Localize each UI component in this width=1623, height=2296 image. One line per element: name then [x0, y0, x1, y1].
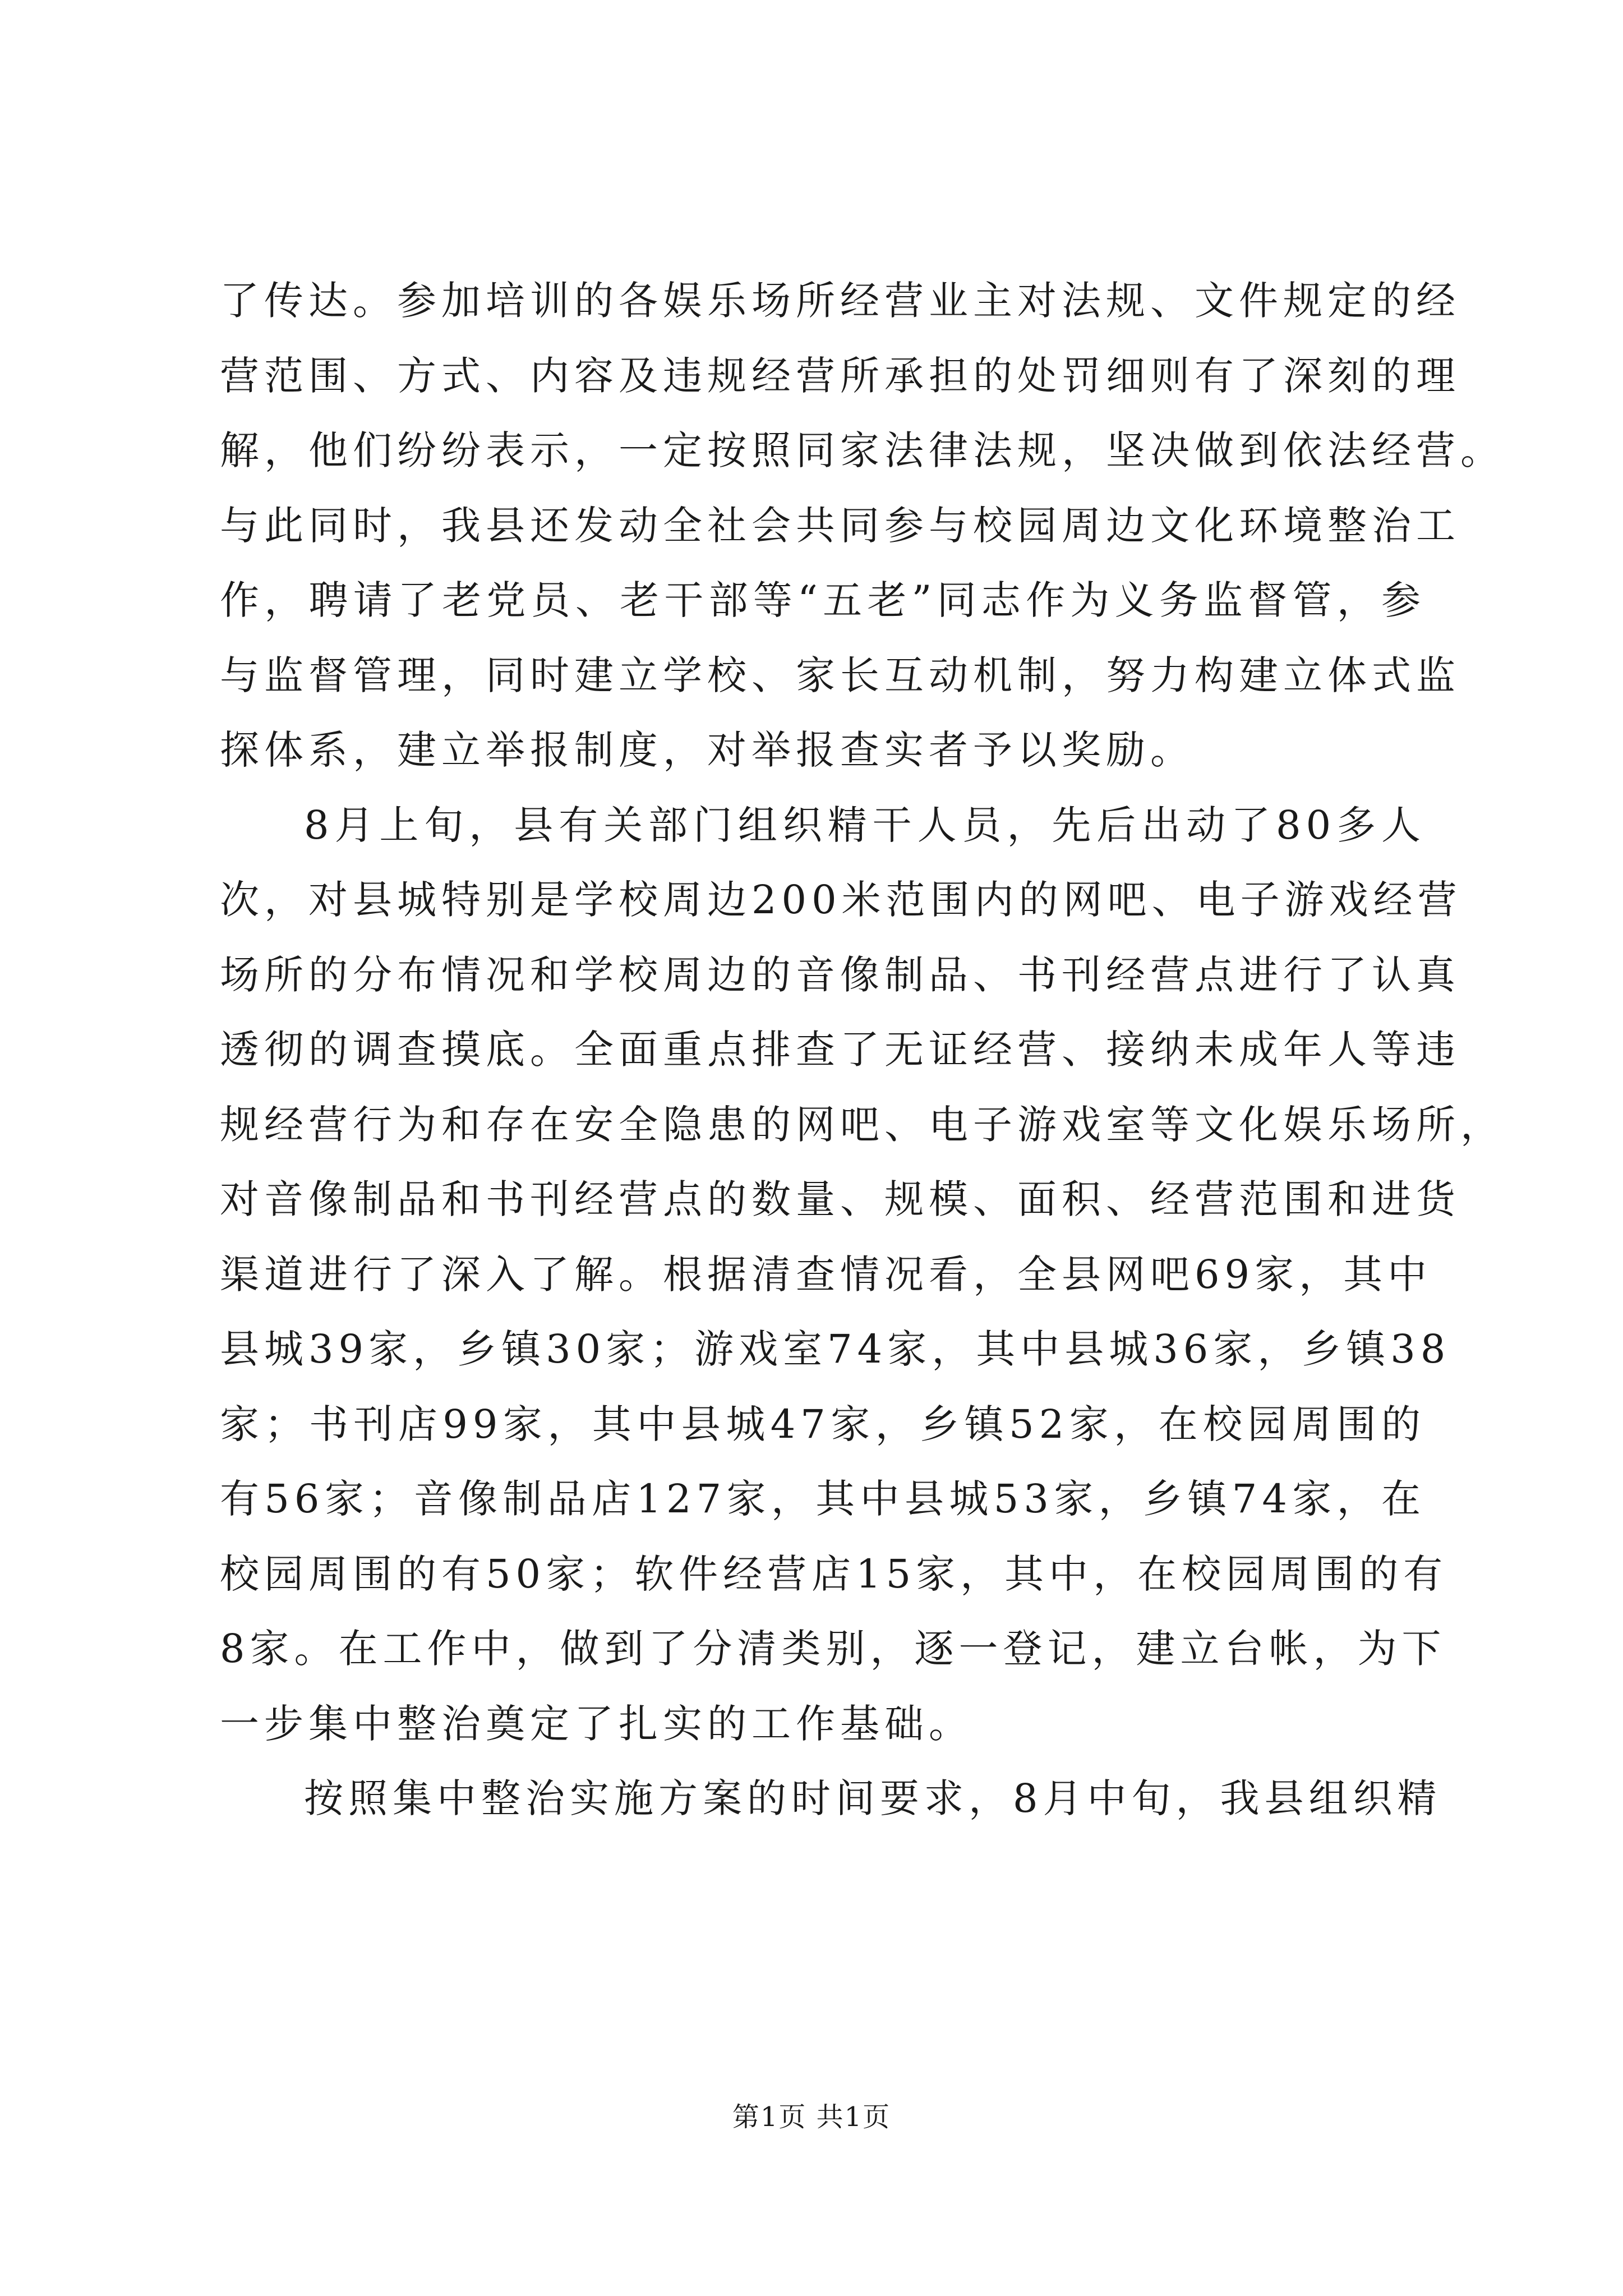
- page-footer: [0, 2095, 1623, 2134]
- text-line: 渠道进行了深入了解。根据清查情况看，全县网吧69家，其中: [220, 1251, 1432, 1297]
- text-line: 按照集中整治实施方案的时间要求，8月中旬，我县组织精: [304, 1775, 1442, 1821]
- text-line: 对音像制品和书刊经营点的数量、规模、面积、经营范围和进货: [220, 1176, 1460, 1222]
- text-line: 规经营行为和存在安全隐患的网吧、电子游戏室等文化娱乐场所，: [220, 1101, 1505, 1148]
- text-line: 次，对县城特别是学校周边200米范围内的网吧、电子游戏经营: [220, 877, 1462, 923]
- body-text: [220, 264, 1505, 1837]
- paragraph-2: [220, 788, 1505, 1762]
- text-line: 解，他们纷纷表示，一定按照同家法律法规，坚决做到依法经营。: [220, 427, 1505, 473]
- text-line: 与监督管理，同时建立学校、家长互动机制，努力构建立体式监: [220, 652, 1460, 698]
- text-line: 县城39家，乡镇30家；游戏室74家，其中县城36家，乡镇38: [220, 1326, 1451, 1372]
- text-line: 与此同时，我县还发动全社会共同参与校园周边文化环境整治工: [220, 502, 1460, 549]
- text-line: 8月上旬，县有关部门组织精干人员，先后出动了80多人: [304, 802, 1426, 848]
- text-line: 场所的分布情况和学校周边的音像制品、书刊经营点进行了认真: [220, 951, 1460, 998]
- text-line: 有56家；音像制品店127家，其中县城53家，乡镇74家，在: [220, 1476, 1426, 1522]
- paragraph-3: [220, 1761, 1442, 1837]
- text-line: 营范围、方式、内容及违规经营所承担的处罚细则有了深刻的理: [220, 352, 1460, 399]
- text-line: 作，聘请了老党员、老干部等“五老”同志作为义务监督管，参: [220, 577, 1426, 623]
- text-line: 一步集中整治奠定了扎实的工作基础。: [220, 1700, 973, 1747]
- text-line: 了传达。参加培训的各娱乐场所经营业主对法规、文件规定的经: [220, 278, 1460, 324]
- paragraph-1: [220, 264, 1505, 788]
- text-line: 校园周围的有50家；软件经营店15家，其中，在校园周围的有: [220, 1550, 1448, 1597]
- text-line: 透彻的调查摸底。全面重点排查了无证经营、接纳未成年人等违: [220, 1027, 1460, 1073]
- text-line: 家；书刊店99家，其中县城47家，乡镇52家，在校园周围的: [220, 1401, 1426, 1447]
- text-line: 8家。在工作中，做到了分清类别，逐一登记，建立台帐，为下: [220, 1626, 1446, 1672]
- text-line: 探体系，建立举报制度，对举报查实者予以奖励。: [220, 727, 1195, 773]
- page-number-label: 第1页 共1页: [732, 2101, 891, 2133]
